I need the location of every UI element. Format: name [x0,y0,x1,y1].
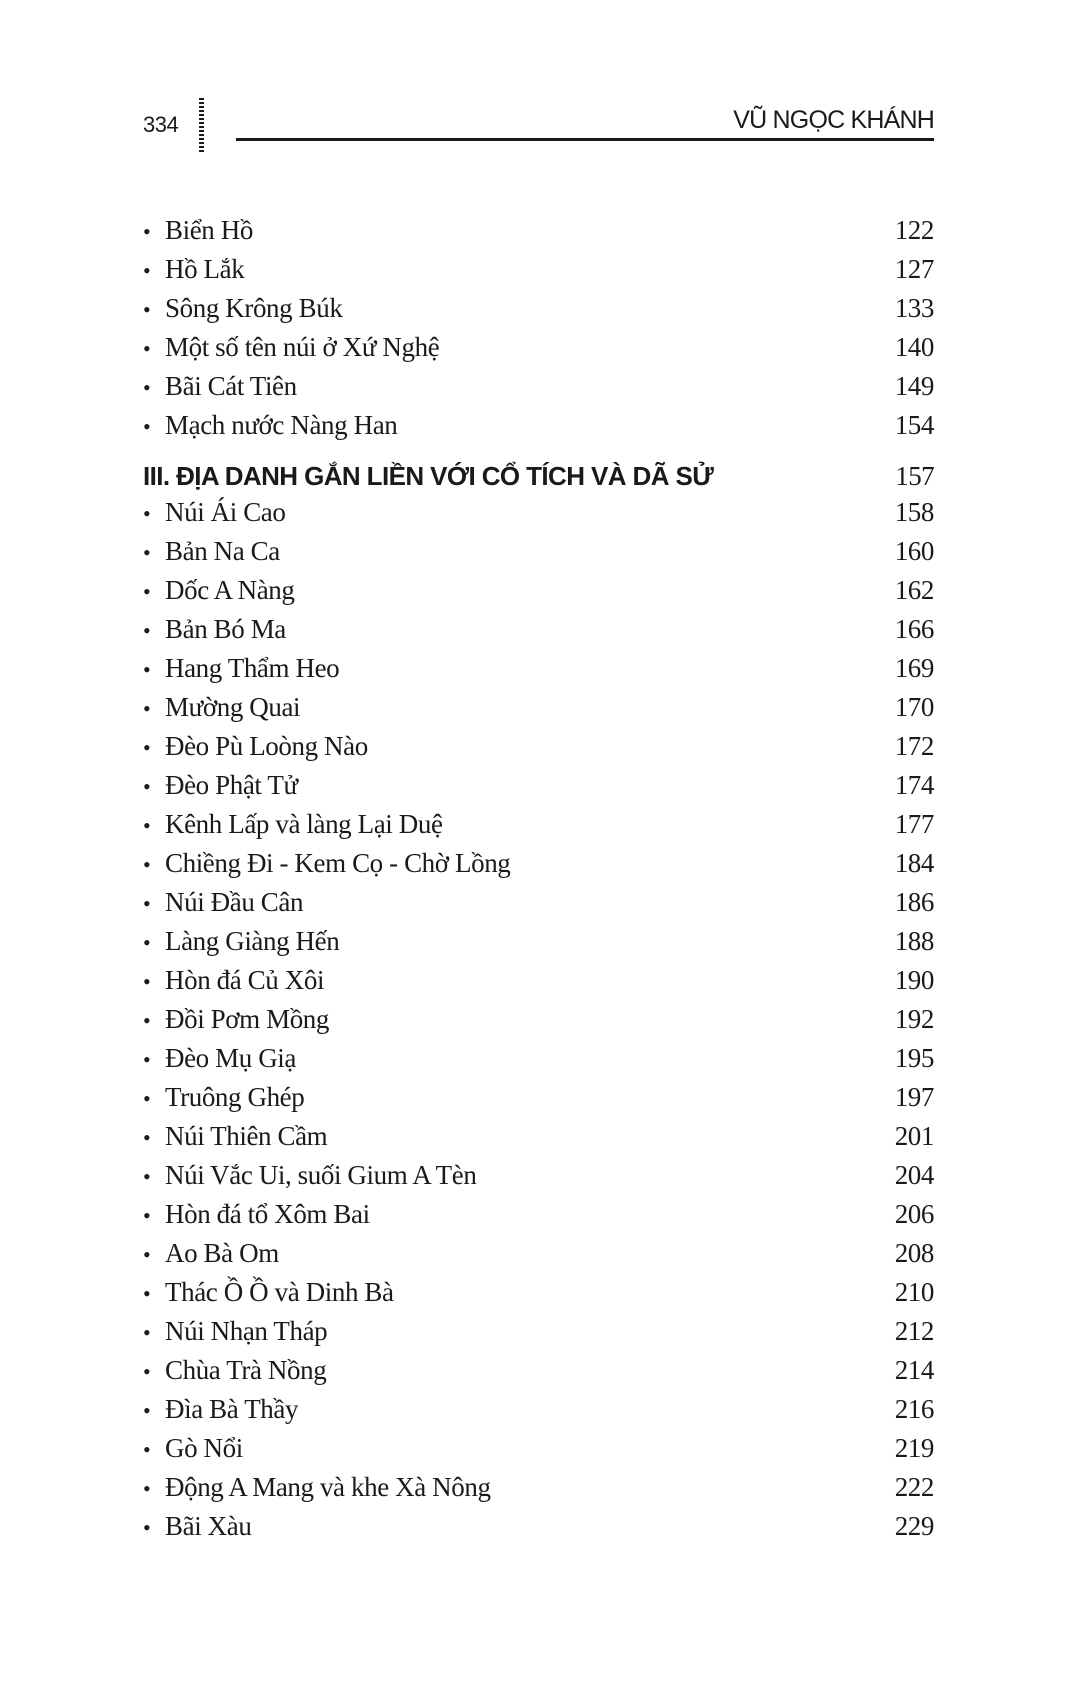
toc-entry-title: Bãi Cát Tiên [165,371,297,401]
bullet-icon: • [143,657,151,682]
toc-entry-page: 201 [894,1121,934,1151]
toc-entry-title: Đèo Mụ Giạ [165,1043,296,1073]
toc-entry-page: 169 [894,653,934,683]
bullet-icon: • [143,1320,151,1345]
toc-entry-page: 127 [894,254,934,284]
toc-entry [143,215,934,254]
bullet-icon: • [143,1047,151,1072]
bullet-icon: • [143,1164,151,1189]
toc-entry-page: 122 [894,215,934,245]
toc-entry-page: 177 [894,809,934,839]
toc-entry-label [143,926,339,957]
toc-entry [143,1433,934,1472]
toc-entry-title: Chiềng Đi - Kem Cọ - Chờ Lồng [165,848,511,878]
toc-entry-label [143,254,244,285]
toc-entry-label [143,1121,327,1152]
toc-entry-label [143,536,280,567]
toc-entry-page: 149 [894,371,934,401]
toc-entry-title: Kênh Lấp và làng Lại Duệ [165,809,443,839]
toc-entry [143,1472,934,1511]
bullet-icon: • [143,1398,151,1423]
toc-entry [143,1121,934,1160]
toc-entry-page: 206 [894,1199,934,1229]
toc-entry-title: Biển Hồ [165,215,253,245]
toc-entry-page: 214 [894,1355,934,1385]
bullet-icon: • [143,696,151,721]
toc-entry-page: 140 [894,332,934,362]
toc-entry-label [143,332,439,363]
toc-entry-title: Hang Thẩm Heo [165,653,340,683]
bullet-icon: • [143,336,151,361]
toc-entry [143,1277,934,1316]
bullet-icon: • [143,297,151,322]
bullet-icon: • [143,579,151,604]
toc-entry [143,410,934,449]
bullet-icon: • [143,1281,151,1306]
toc-entry-label [143,575,294,606]
toc-entry-page: 204 [894,1160,934,1190]
bullet-icon: • [143,540,151,565]
toc-entry-title: Hòn đá tổ Xôm Bai [165,1199,370,1229]
toc-entry-label [143,1316,327,1347]
toc-entry-title: Đèo Pù Loòng Nào [165,731,368,761]
bullet-icon: • [143,1515,151,1540]
toc-entry-title: Núi Ái Cao [165,497,286,527]
toc-entry-title: Dốc A Nàng [165,575,295,605]
toc-entry [143,536,934,575]
toc-entry-page: 197 [894,1082,934,1112]
bullet-icon: • [143,501,151,526]
toc-entry [143,1043,934,1082]
bullet-icon: • [143,1125,151,1150]
bullet-icon: • [143,774,151,799]
toc-entry-label [143,731,368,762]
toc-entry [143,848,934,887]
toc-entry-label [143,965,324,996]
toc-entry-title: Đìa Bà Thầy [165,1394,299,1424]
bullet-icon: • [143,735,151,760]
toc-entry-page: 229 [894,1511,934,1541]
toc-entry-label [143,1199,370,1230]
toc-entry [143,293,934,332]
toc-entry-page: 184 [894,848,934,878]
toc-entry-title: Bãi Xàu [165,1511,252,1541]
toc-entry-title: Một số tên núi ở Xứ Nghệ [165,332,440,362]
bullet-icon: • [143,1086,151,1111]
toc-entry [143,1238,934,1277]
bullet-icon: • [143,813,151,838]
toc-entry-page: 192 [894,1004,934,1034]
toc-entry-title: Làng Giàng Hến [165,926,340,956]
toc-entry-page: 160 [894,536,934,566]
toc-entry-page: 174 [894,770,934,800]
toc-entry [143,1082,934,1121]
toc-entry [143,332,934,371]
bullet-icon: • [143,1203,151,1228]
toc-entry [143,614,934,653]
toc-entry-label [143,887,303,918]
toc-entry-title: Bản Na Ca [165,536,280,566]
toc-entry-label [143,1394,298,1425]
toc-entry-title: Mường Quai [165,692,301,722]
toc-entry-label [143,848,510,879]
bullet-icon: • [143,258,151,283]
toc-section-page: 157 [895,461,934,491]
toc-entry-title: Hồ Lắk [165,254,245,284]
toc-entry-title: Gò Nổi [165,1433,243,1463]
toc-entry-title: Núi Đầu Cân [165,887,304,917]
toc-entry-label [143,1238,279,1269]
toc-entry [143,1316,934,1355]
bullet-icon: • [143,1476,151,1501]
bullet-icon: • [143,1242,151,1267]
toc-entry-page: 166 [894,614,934,644]
toc-entry-page: 219 [894,1433,934,1463]
toc-entry-label [143,1082,304,1113]
toc-entry-title: Truông Ghép [165,1082,305,1112]
toc-entry [143,1160,934,1199]
toc-entry [143,731,934,770]
bullet-icon: • [143,969,151,994]
toc-entry [143,371,934,410]
toc-entry-page: 162 [894,575,934,605]
toc-entry-label [143,1511,251,1542]
toc-entry-page: 172 [894,731,934,761]
toc-entry [143,254,934,293]
toc-entry-label [143,1355,326,1386]
toc-entry-title: Bản Bó Ma [165,614,286,644]
toc-entry [143,497,934,536]
toc-entry [143,575,934,614]
toc-entry-label [143,1043,296,1074]
toc-entry-label [143,809,443,840]
toc-entry [143,1004,934,1043]
toc-entry [143,965,934,1004]
toc-entry-page: 195 [894,1043,934,1073]
toc-entry [143,926,934,965]
toc-entry-page: 212 [894,1316,934,1346]
toc-entry-page: 158 [894,497,934,527]
toc-entry-label [143,215,253,246]
bullet-icon: • [143,618,151,643]
page-header [0,0,1079,160]
toc-entry-label [143,1277,394,1308]
toc-entry-label [143,1004,329,1035]
toc-entry-label [143,1472,491,1503]
toc-entry-title: Động A Mang và khe Xà Nông [165,1472,491,1502]
toc-section-heading [143,449,934,497]
toc-entry-page: 210 [894,1277,934,1307]
toc-entry [143,770,934,809]
bullet-icon: • [143,891,151,916]
toc-entry-title: Chùa Trà Nồng [165,1355,327,1385]
toc-entry-page: 154 [894,410,934,440]
toc-entry-label [143,614,286,645]
toc-entry-label [143,371,297,402]
toc-entry-label [143,410,397,441]
toc-entry [143,1199,934,1238]
toc-entry-title: Mạch nước Nàng Han [165,410,398,440]
toc-entry-title: Thác Ồ Ồ và Dinh Bà [165,1277,394,1307]
bullet-icon: • [143,930,151,955]
toc-entry-title: Hòn đá Củ Xôi [165,965,325,995]
toc-entry [143,692,934,731]
toc-entry [143,809,934,848]
page-number: 334 [143,112,179,137]
toc-entry-label [143,293,342,324]
toc-entry [143,653,934,692]
toc-entry-page: 208 [894,1238,934,1268]
author-name: VŨ NGỌC KHÁNH [733,106,934,134]
bullet-icon: • [143,1008,151,1033]
toc-entry [143,887,934,926]
toc-entry-title: Ao Bà Om [165,1238,279,1268]
bullet-icon: • [143,852,151,877]
toc-entry-page: 222 [894,1472,934,1502]
bullet-icon: • [143,375,151,400]
toc-entry-title: Đồi Pơm Mồng [165,1004,330,1034]
toc-entry-label [143,497,286,528]
bullet-icon: • [143,414,151,439]
toc-entry-page: 133 [894,293,934,323]
header-ornament [199,98,204,154]
toc-entry-label [143,692,300,723]
bullet-icon: • [143,1359,151,1384]
bullet-icon: • [143,219,151,244]
toc-entry-title: Núi Thiên Cầm [165,1121,328,1151]
toc-entry-label [143,1160,476,1191]
toc-entry [143,1394,934,1433]
toc-entry-page: 170 [894,692,934,722]
toc-entry-title: Đèo Phật Tử [165,770,298,800]
toc-entry [143,1355,934,1394]
toc-entry-page: 190 [894,965,934,995]
toc-entry-page: 216 [894,1394,934,1424]
toc-section-title: III. ĐỊA DANH GẮN LIỀN VỚI CỔ TÍCH VÀ DÃ SỬ [143,461,714,491]
toc-entry-title: Núi Nhạn Tháp [165,1316,328,1346]
header-rule [236,138,934,141]
toc-entry [143,1511,934,1550]
toc-entry-title: Sông Krông Búk [165,293,343,323]
toc-entry-page: 188 [894,926,934,956]
toc-entry-label [143,770,298,801]
table-of-contents [143,215,934,1550]
toc-entry-label [143,653,339,684]
bullet-icon: • [143,1437,151,1462]
toc-entry-title: Núi Vắc Ui, suối Gium A Tèn [165,1160,477,1190]
toc-entry-page: 186 [894,887,934,917]
toc-entry-label [143,1433,243,1464]
